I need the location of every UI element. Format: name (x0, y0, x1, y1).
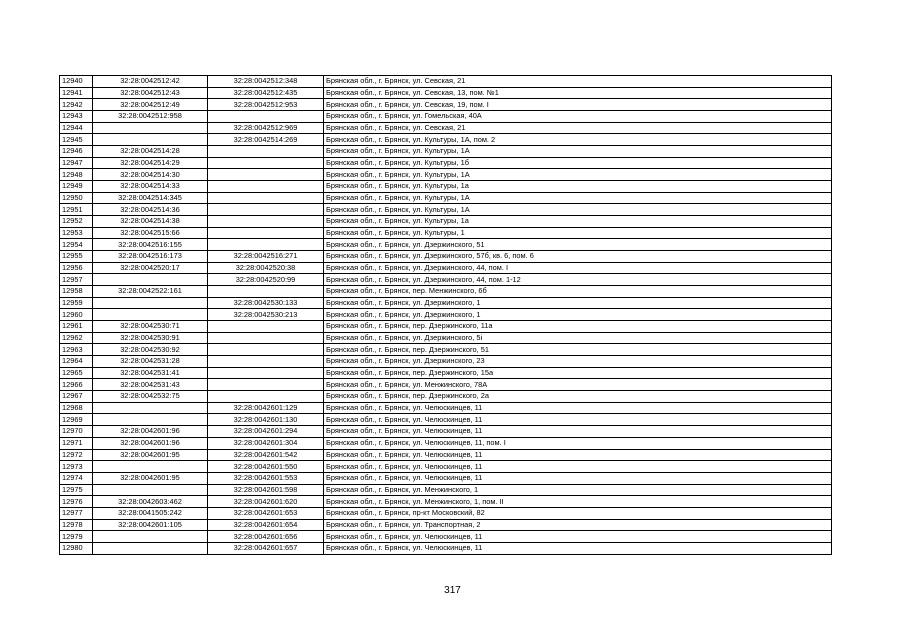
table-row (60, 134, 832, 146)
building-cadastral-number-cell: 32:28:0042512:348 (208, 76, 324, 88)
building-cadastral-number-cell (208, 379, 324, 391)
row-number-cell: 12944 (60, 122, 93, 134)
building-cadastral-number-cell (208, 204, 324, 216)
row-number-cell: 12951 (60, 204, 93, 216)
building-cadastral-number-cell: 32:28:0042601:656 (208, 531, 324, 543)
land-cadastral-number-cell: 32:28:0041505:242 (93, 507, 208, 519)
row-number-cell: 12950 (60, 192, 93, 204)
land-cadastral-number-cell (93, 122, 208, 134)
address-cell: Брянская обл., г. Брянск, ул. Культуры, 1А (324, 169, 832, 181)
land-cadastral-number-cell: 32:28:0042515:66 (93, 227, 208, 239)
address-cell: Брянская обл., г. Брянск, ул. Севская, 13, пом. №1 (324, 87, 832, 99)
table-row (60, 356, 832, 368)
row-number-cell: 12942 (60, 99, 93, 111)
land-cadastral-number-cell: 32:28:0042514:38 (93, 216, 208, 228)
building-cadastral-number-cell: 32:28:0042601:657 (208, 542, 324, 554)
building-cadastral-number-cell: 32:28:0042601:304 (208, 437, 324, 449)
row-number-cell: 12978 (60, 519, 93, 531)
land-cadastral-number-cell: 32:28:0042520:17 (93, 262, 208, 274)
address-cell: Брянская обл., г. Брянск, ул. Челюскинцев, 11 (324, 461, 832, 473)
land-cadastral-number-cell: 32:28:0042512:958 (93, 111, 208, 123)
land-cadastral-number-cell (93, 297, 208, 309)
table-row (60, 507, 832, 519)
table-row (60, 204, 832, 216)
land-cadastral-number-cell (93, 309, 208, 321)
building-cadastral-number-cell (208, 157, 324, 169)
land-cadastral-number-cell: 32:28:0042514:33 (93, 181, 208, 193)
building-cadastral-number-cell (208, 356, 324, 368)
building-cadastral-number-cell (208, 216, 324, 228)
land-cadastral-number-cell: 32:28:0042530:92 (93, 344, 208, 356)
table-row (60, 472, 832, 484)
row-number-cell: 12969 (60, 414, 93, 426)
building-cadastral-number-cell (208, 227, 324, 239)
table-row (60, 262, 832, 274)
land-cadastral-number-cell: 32:28:0042531:28 (93, 356, 208, 368)
table-row (60, 157, 832, 169)
address-cell: Брянская обл., г. Брянск, пер. Дзержинского, 51 (324, 344, 832, 356)
land-cadastral-number-cell: 32:28:0042512:42 (93, 76, 208, 88)
land-cadastral-number-cell: 32:28:0042603:462 (93, 496, 208, 508)
row-number-cell: 12972 (60, 449, 93, 461)
building-cadastral-number-cell: 32:28:0042512:969 (208, 122, 324, 134)
address-cell: Брянская обл., г. Брянск, ул. Культуры, 1А (324, 204, 832, 216)
address-cell: Брянская обл., г. Брянск, ул. Челюскинцев, 11 (324, 449, 832, 461)
table-row (60, 402, 832, 414)
building-cadastral-number-cell (208, 181, 324, 193)
building-cadastral-number-cell (208, 344, 324, 356)
table-row (60, 251, 832, 263)
land-cadastral-number-cell (93, 274, 208, 286)
row-number-cell: 12963 (60, 344, 93, 356)
table-row (60, 286, 832, 298)
row-number-cell: 12947 (60, 157, 93, 169)
row-number-cell: 12967 (60, 391, 93, 403)
address-cell: Брянская обл., г. Брянск, ул. Дзержинского, 44, пом. 1-12 (324, 274, 832, 286)
building-cadastral-number-cell (208, 391, 324, 403)
row-number-cell: 12973 (60, 461, 93, 473)
row-number-cell: 12968 (60, 402, 93, 414)
address-cell: Брянская обл., г. Брянск, пер. Менжинского, 6б (324, 286, 832, 298)
land-cadastral-number-cell: 32:28:0042601:96 (93, 437, 208, 449)
table-row (60, 76, 832, 88)
building-cadastral-number-cell: 32:28:0042601:294 (208, 426, 324, 438)
building-cadastral-number-cell: 32:28:0042601:653 (208, 507, 324, 519)
building-cadastral-number-cell (208, 367, 324, 379)
table-row (60, 297, 832, 309)
row-number-cell: 12971 (60, 437, 93, 449)
land-cadastral-number-cell: 32:28:0042514:28 (93, 146, 208, 158)
building-cadastral-number-cell (208, 239, 324, 251)
row-number-cell: 12979 (60, 531, 93, 543)
building-cadastral-number-cell: 32:28:0042516:271 (208, 251, 324, 263)
land-cadastral-number-cell: 32:28:0042522:161 (93, 286, 208, 298)
building-cadastral-number-cell: 32:28:0042530:133 (208, 297, 324, 309)
row-number-cell: 12974 (60, 472, 93, 484)
building-cadastral-number-cell (208, 111, 324, 123)
table-row (60, 344, 832, 356)
registry-table (59, 75, 832, 555)
row-number-cell: 12964 (60, 356, 93, 368)
table-row (60, 111, 832, 123)
land-cadastral-number-cell (93, 402, 208, 414)
table-row (60, 239, 832, 251)
table-row (60, 379, 832, 391)
address-cell: Брянская обл., г. Брянск, пер. Дзержинского, 11а (324, 321, 832, 333)
address-cell: Брянская обл., г. Брянск, ул. Транспортная, 2 (324, 519, 832, 531)
address-cell: Брянская обл., г. Брянск, ул. Культуры, 1А (324, 146, 832, 158)
address-cell: Брянская обл., г. Брянск, ул. Культуры, 1А (324, 192, 832, 204)
address-cell: Брянская обл., г. Брянск, ул. Челюскинцев, 11 (324, 542, 832, 554)
address-cell: Брянская обл., г. Брянск, ул. Менжинского, 1, пом. II (324, 496, 832, 508)
address-cell: Брянская обл., г. Брянск, ул. Челюскинцев, 11 (324, 472, 832, 484)
row-number-cell: 12980 (60, 542, 93, 554)
table-row (60, 309, 832, 321)
address-cell: Брянская обл., г. Брянск, ул. Дзержинского, 5і (324, 332, 832, 344)
building-cadastral-number-cell (208, 146, 324, 158)
land-cadastral-number-cell: 32:28:0042512:49 (93, 99, 208, 111)
row-number-cell: 12975 (60, 484, 93, 496)
row-number-cell: 12952 (60, 216, 93, 228)
address-cell: Брянская обл., г. Брянск, ул. Культуры, 1б (324, 157, 832, 169)
row-number-cell: 12977 (60, 507, 93, 519)
address-cell: Брянская обл., г. Брянск, ул. Менжинского, 78А (324, 379, 832, 391)
address-cell: Брянская обл., г. Брянск, ул. Культуры, 1а (324, 181, 832, 193)
table-row (60, 519, 832, 531)
building-cadastral-number-cell: 32:28:0042520:38 (208, 262, 324, 274)
row-number-cell: 12957 (60, 274, 93, 286)
table-row (60, 484, 832, 496)
address-cell: Брянская обл., г. Брянск, ул. Севская, 19, пом. I (324, 99, 832, 111)
table-row (60, 426, 832, 438)
address-cell: Брянская обл., г. Брянск, пр-кт Московский, 82 (324, 507, 832, 519)
building-cadastral-number-cell: 32:28:0042530:213 (208, 309, 324, 321)
row-number-cell: 12940 (60, 76, 93, 88)
address-cell: Брянская обл., г. Брянск, ул. Севская, 21 (324, 122, 832, 134)
address-cell: Брянская обл., г. Брянск, ул. Дзержинского, 51 (324, 239, 832, 251)
address-cell: Брянская обл., г. Брянск, ул. Челюскинцев, 11 (324, 402, 832, 414)
row-number-cell: 12961 (60, 321, 93, 333)
land-cadastral-number-cell: 32:28:0042531:41 (93, 367, 208, 379)
table-row (60, 87, 832, 99)
row-number-cell: 12946 (60, 146, 93, 158)
table-row (60, 461, 832, 473)
building-cadastral-number-cell: 32:28:0042601:620 (208, 496, 324, 508)
building-cadastral-number-cell (208, 332, 324, 344)
address-cell: Брянская обл., г. Брянск, ул. Дзержинского, 1 (324, 297, 832, 309)
land-cadastral-number-cell: 32:28:0042601:96 (93, 426, 208, 438)
building-cadastral-number-cell: 32:28:0042601:550 (208, 461, 324, 473)
building-cadastral-number-cell: 32:28:0042514:269 (208, 134, 324, 146)
address-cell: Брянская обл., г. Брянск, ул. Дзержинского, 1 (324, 309, 832, 321)
address-cell: Брянская обл., г. Брянск, ул. Гомельская, 40А (324, 111, 832, 123)
table-row (60, 169, 832, 181)
row-number-cell: 12956 (60, 262, 93, 274)
building-cadastral-number-cell: 32:28:0042512:953 (208, 99, 324, 111)
row-number-cell: 12966 (60, 379, 93, 391)
building-cadastral-number-cell: 32:28:0042601:654 (208, 519, 324, 531)
row-number-cell: 12959 (60, 297, 93, 309)
address-cell: Брянская обл., г. Брянск, ул. Челюскинцев, 11 (324, 531, 832, 543)
table-row (60, 437, 832, 449)
land-cadastral-number-cell (93, 542, 208, 554)
table-row (60, 531, 832, 543)
row-number-cell: 12953 (60, 227, 93, 239)
building-cadastral-number-cell (208, 321, 324, 333)
building-cadastral-number-cell: 32:28:0042520:99 (208, 274, 324, 286)
land-cadastral-number-cell: 32:28:0042601:105 (93, 519, 208, 531)
building-cadastral-number-cell (208, 169, 324, 181)
building-cadastral-number-cell: 32:28:0042601:542 (208, 449, 324, 461)
row-number-cell: 12976 (60, 496, 93, 508)
building-cadastral-number-cell: 32:28:0042512:435 (208, 87, 324, 99)
address-cell: Брянская обл., г. Брянск, ул. Культуры, 1 (324, 227, 832, 239)
table-row (60, 414, 832, 426)
row-number-cell: 12941 (60, 87, 93, 99)
address-cell: Брянская обл., г. Брянск, ул. Челюскинцев, 11 (324, 426, 832, 438)
address-cell: Брянская обл., г. Брянск, ул. Дзержинского, 57б, кв. 6, пом. 6 (324, 251, 832, 263)
land-cadastral-number-cell: 32:28:0042514:30 (93, 169, 208, 181)
table-row (60, 449, 832, 461)
land-cadastral-number-cell (93, 134, 208, 146)
land-cadastral-number-cell: 32:28:0042516:173 (93, 251, 208, 263)
table-row (60, 321, 832, 333)
row-number-cell: 12960 (60, 309, 93, 321)
building-cadastral-number-cell: 32:28:0042601:130 (208, 414, 324, 426)
address-cell: Брянская обл., г. Брянск, ул. Челюскинцев, 11 (324, 414, 832, 426)
land-cadastral-number-cell (93, 461, 208, 473)
page-number: 317 (444, 585, 461, 596)
row-number-cell: 12970 (60, 426, 93, 438)
table-row (60, 181, 832, 193)
row-number-cell: 12958 (60, 286, 93, 298)
address-cell: Брянская обл., г. Брянск, ул. Севская, 21 (324, 76, 832, 88)
address-cell: Брянская обл., г. Брянск, ул. Челюскинцев, 11, пом. I (324, 437, 832, 449)
land-cadastral-number-cell: 32:28:0042601:95 (93, 472, 208, 484)
table-row (60, 227, 832, 239)
row-number-cell: 12962 (60, 332, 93, 344)
land-cadastral-number-cell: 32:28:0042514:345 (93, 192, 208, 204)
row-number-cell: 12954 (60, 239, 93, 251)
table-row (60, 367, 832, 379)
land-cadastral-number-cell: 32:28:0042514:36 (93, 204, 208, 216)
address-cell: Брянская обл., г. Брянск, пер. Дзержинского, 2а (324, 391, 832, 403)
address-cell: Брянская обл., г. Брянск, ул. Культуры, 1а (324, 216, 832, 228)
land-cadastral-number-cell: 32:28:0042532:75 (93, 391, 208, 403)
land-cadastral-number-cell: 32:28:0042531:43 (93, 379, 208, 391)
table-row (60, 391, 832, 403)
registry-table-body (60, 76, 832, 555)
row-number-cell: 12943 (60, 111, 93, 123)
table-row (60, 216, 832, 228)
table-row (60, 496, 832, 508)
address-cell: Брянская обл., г. Брянск, ул. Менжинского, 1 (324, 484, 832, 496)
row-number-cell: 12948 (60, 169, 93, 181)
row-number-cell: 12955 (60, 251, 93, 263)
table-row (60, 122, 832, 134)
land-cadastral-number-cell: 32:28:0042601:95 (93, 449, 208, 461)
building-cadastral-number-cell: 32:28:0042601:553 (208, 472, 324, 484)
building-cadastral-number-cell (208, 286, 324, 298)
table-row (60, 192, 832, 204)
row-number-cell: 12949 (60, 181, 93, 193)
table-row (60, 332, 832, 344)
address-cell: Брянская обл., г. Брянск, ул. Дзержинского, 23 (324, 356, 832, 368)
land-cadastral-number-cell (93, 414, 208, 426)
land-cadastral-number-cell: 32:28:0042530:71 (93, 321, 208, 333)
land-cadastral-number-cell: 32:28:0042530:91 (93, 332, 208, 344)
table-row (60, 274, 832, 286)
land-cadastral-number-cell: 32:28:0042514:29 (93, 157, 208, 169)
land-cadastral-number-cell: 32:28:0042516:155 (93, 239, 208, 251)
building-cadastral-number-cell: 32:28:0042601:598 (208, 484, 324, 496)
address-cell: Брянская обл., г. Брянск, пер. Дзержинского, 15а (324, 367, 832, 379)
table-row (60, 99, 832, 111)
table-row (60, 542, 832, 554)
table-row (60, 146, 832, 158)
land-cadastral-number-cell (93, 484, 208, 496)
address-cell: Брянская обл., г. Брянск, ул. Культуры, 1А, пом. 2 (324, 134, 832, 146)
row-number-cell: 12945 (60, 134, 93, 146)
land-cadastral-number-cell (93, 531, 208, 543)
building-cadastral-number-cell (208, 192, 324, 204)
land-cadastral-number-cell: 32:28:0042512:43 (93, 87, 208, 99)
building-cadastral-number-cell: 32:28:0042601:129 (208, 402, 324, 414)
row-number-cell: 12965 (60, 367, 93, 379)
address-cell: Брянская обл., г. Брянск, ул. Дзержинского, 44, пом. I (324, 262, 832, 274)
